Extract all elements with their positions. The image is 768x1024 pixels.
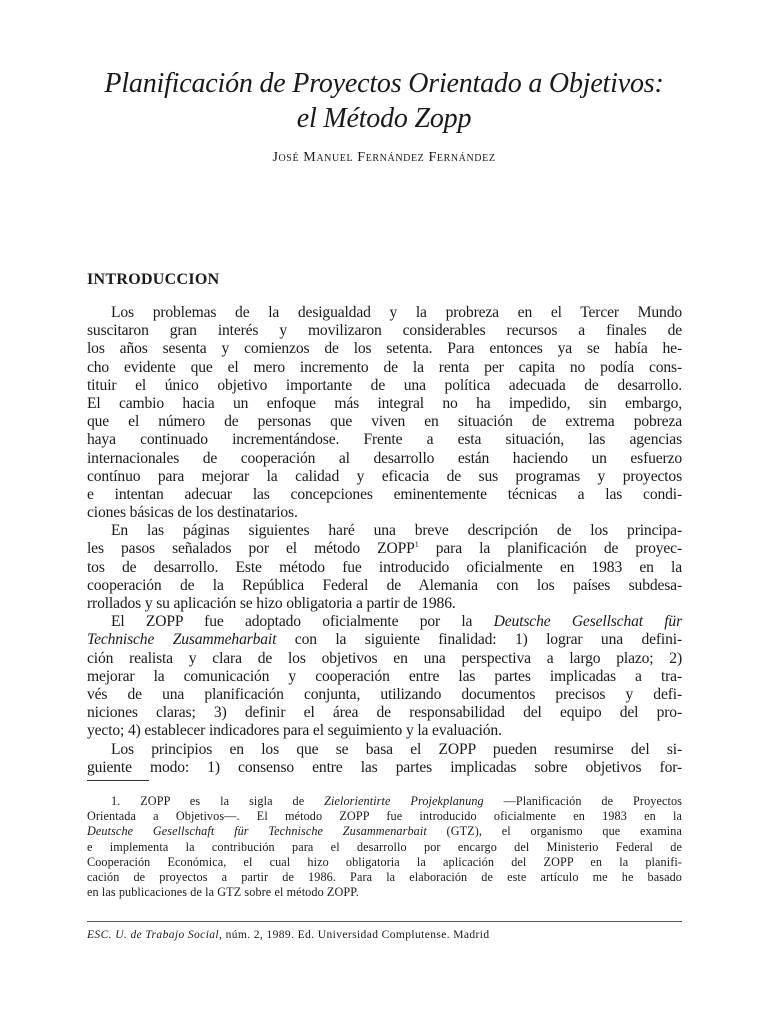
text-line: mejorar la comunicación y cooperación entre las partes implicadas a tra- (87, 667, 682, 685)
text-line: En las páginas siguientes haré una breve descripción de los principa- (111, 522, 682, 540)
author-name: José Manuel Fernández Fernández (272, 150, 496, 165)
publication-footer (87, 929, 490, 941)
text-line: tos de desarrollo. Este método fue introducido oficialmente en 1983 en la (87, 558, 682, 576)
journal-name: ESC. U. de Trabajo Social, (87, 929, 223, 941)
body-text (87, 304, 682, 777)
footnote-line: Orientada a Objetivos—. El método ZOPP fue introducido oficialmente en 1983 en la (87, 809, 682, 824)
footnote (87, 794, 682, 900)
title-line: el Método Zopp (296, 103, 472, 134)
text-line: niciones claras; 3) definir el área de responsabilidad del equipo del pro- (87, 704, 682, 722)
text-line: haya continuado incrementándose. Frente a esta situación, las agencias (87, 431, 682, 449)
footnote-line: en las publicaciones de la GTZ sobre el método ZOPP. (87, 885, 359, 900)
text-line: rrollados y su aplicación se hizo obligatoria a partir de 1986. (87, 595, 456, 612)
text-line: cooperación de la República Federal de Alemania con los países subdesa- (87, 576, 682, 594)
footer-divider (87, 921, 682, 922)
text-line (87, 613, 682, 631)
text-line: yecto; 4) establecer indicadores para el seguimiento y la evaluación. (87, 722, 502, 740)
text-line: e intentan adecuar las concepciones eminentemente técnicas a las condi- (87, 485, 682, 503)
text-fragment: 1. ZOPP es la sigla de (111, 794, 325, 808)
text-line: ciones básicas de los destinatarios. (87, 504, 298, 522)
text-line: los años sesenta y comienzos de los setenta. Para entonces ya se había he- (87, 340, 682, 358)
text-line: tituir el único objetivo importante de una política adecuada de desarrollo. (87, 376, 682, 394)
organization-name: Deutsche Gesellschat für (493, 613, 683, 631)
text-line: que el número de personas que viven en situación de extrema pobreza (87, 413, 682, 431)
text-line: internacionales de cooperación al desarrollo están haciendo un esfuerzo (87, 449, 682, 467)
title-line: Planificación de Proyectos Orientado a Objetivos: (104, 68, 664, 99)
footnote-line (87, 794, 682, 809)
footnote-divider (87, 780, 149, 781)
section-heading: INTRODUCCION (87, 271, 220, 288)
footnote-line: e implementa la contribución para el desarrollo por encargo del Ministerio Federal de (87, 839, 682, 854)
footnote-line (87, 824, 682, 839)
text-fragment: —Planificación de Proyectos (483, 794, 683, 808)
text-line: contínuo para mejorar la calidad y eficacia de sus programas y proyectos (87, 467, 682, 485)
footnote-ref: 1 (414, 540, 419, 550)
footnote-line: Cooperación Económica, el cual hizo obligatoria la aplicación del ZOPP en la planifi- (87, 854, 682, 869)
footnote-line: cación de proyectos a partir de 1986. Para la elaboración de este artículo me he basado (87, 869, 682, 884)
text-line: guiente modo: 1) consenso entre las partes implicadas sobre objetivos for- (87, 758, 682, 776)
text-fragment: les pasos señalados por el método ZOPP (87, 540, 415, 558)
text-line: El cambio hacia un enfoque más integral no ha impedido, sin embargo, (87, 394, 682, 412)
text-line: vés de una planificación conjunta, utilizando documentos precisos y defi- (87, 685, 682, 703)
organization-name: Deutsche Gesellschaft für Technische Zusammenarbait (87, 824, 427, 839)
article-title (60, 66, 708, 136)
text-line: suscitaron gran interés y movilizaron considerables recursos a finales de (87, 322, 682, 340)
text-fragment: con la siguiente finalidad: 1) lograr una defini- (276, 631, 682, 649)
text-line (87, 540, 682, 558)
text-line (87, 631, 682, 649)
text-line: ción realista y clara de los objetivos en una perspectiva a largo plazo; 2) (87, 649, 682, 667)
text-fragment: (GTZ), el organismo que examina (426, 824, 682, 839)
text-line: Los principios en los que se basa el ZOPP pueden resumirse del si- (111, 740, 682, 758)
text-line: cho evidente que el mero incremento de la renta per capita no podía cons- (87, 358, 682, 376)
term-italic: Zielorientirte Projekplanung (324, 794, 484, 808)
publication-details: núm. 2, 1989. Ed. Universidad Complutense. Madrid (222, 929, 490, 941)
text-fragment: El ZOPP fue adoptado oficialmente por la (111, 613, 494, 631)
organization-name: Technische Zusammeharbait (87, 631, 277, 649)
text-line: Los problemas de la desigualdad y la probreza en el Tercer Mundo (111, 304, 682, 321)
text-fragment: para la planificación de proyec- (418, 540, 682, 558)
